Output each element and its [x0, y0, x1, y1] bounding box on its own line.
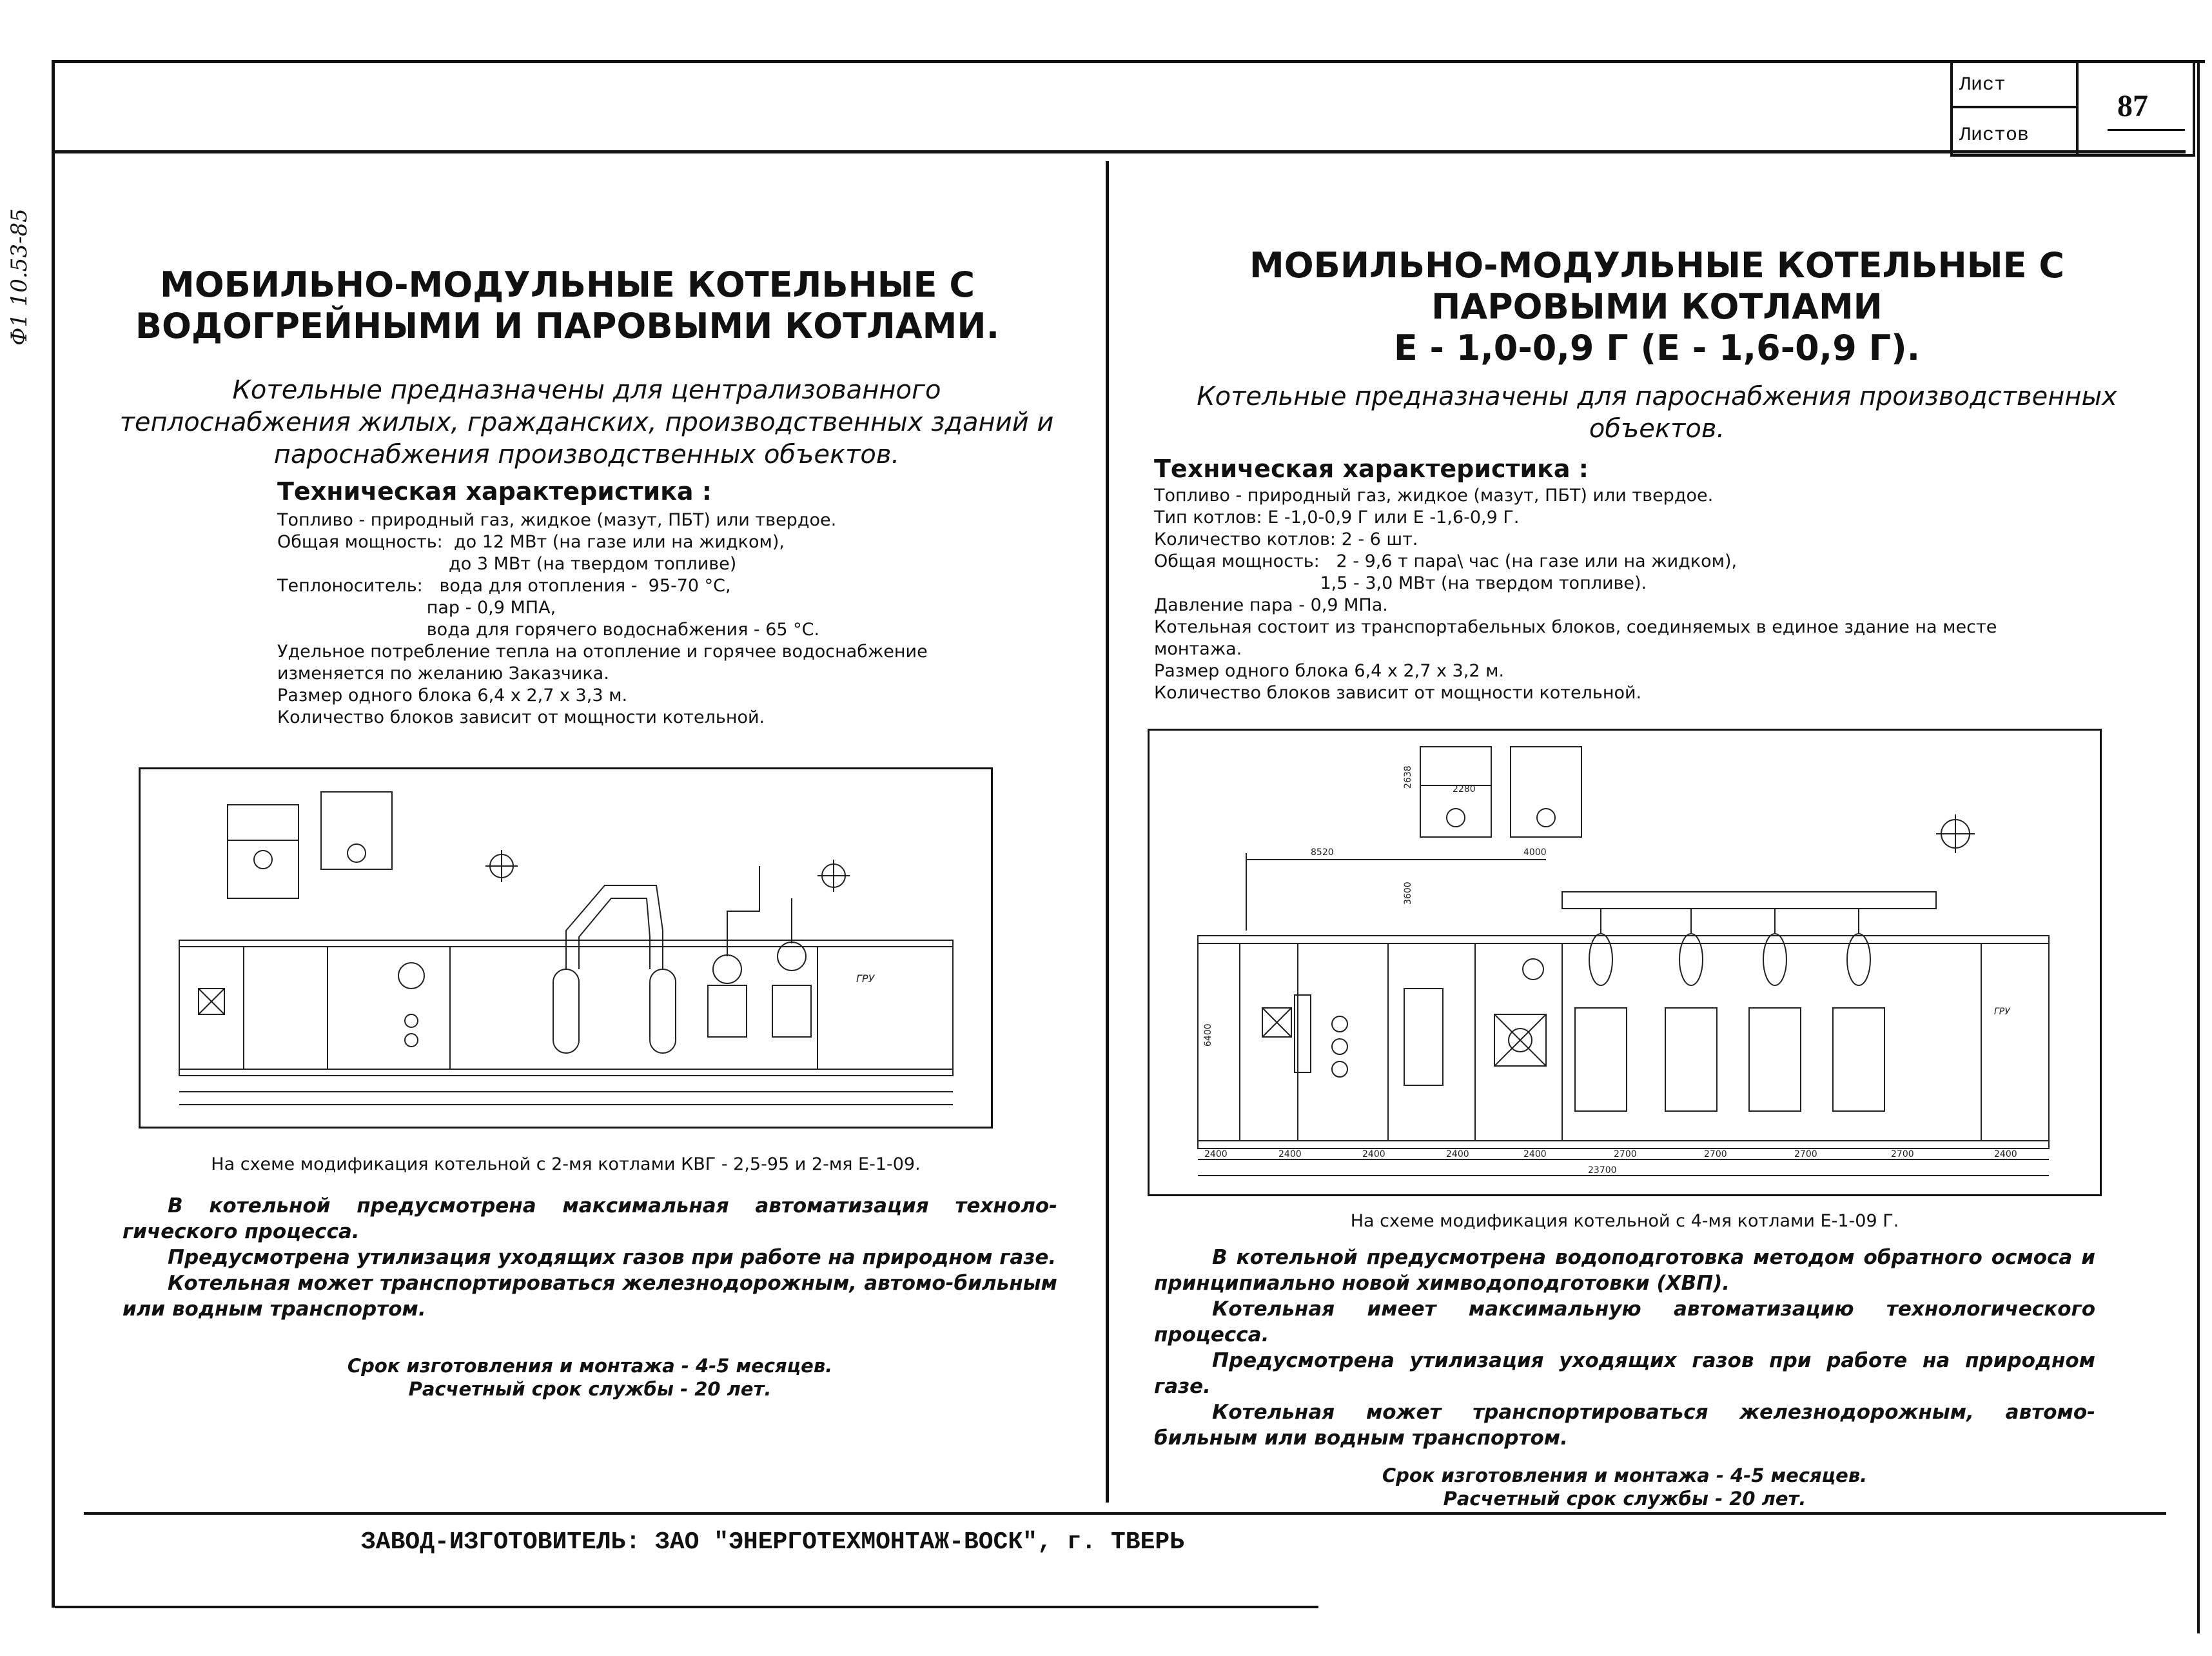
right-tech-line: Давление пара - 0,9 МПа.: [1154, 595, 1388, 615]
right-term: Срок изготовления и монтажа - 4-5 месяцев.: [1382, 1464, 1868, 1486]
right-terms: [1154, 1464, 2095, 1510]
left-notes: [122, 1193, 1057, 1322]
tank: [1511, 747, 1581, 837]
left-title-line1: МОБИЛЬНО-МОДУЛЬНЫЕ КОТЕЛЬНЫЕ С: [160, 264, 975, 305]
left-note: Предусмотрена утилизация уходящих газов при работе на природном газе.: [168, 1246, 1057, 1269]
dim-label: 2400: [1278, 1149, 1302, 1159]
dim-label: 2700: [1704, 1149, 1727, 1159]
left-purpose-line2: теплоснабжения жилых, гражданских, производственных зданий и: [119, 408, 1054, 437]
left-tech-line: Общая мощность: до 12 МВт (на газе или на жидком),: [277, 532, 785, 552]
tank-symbol: [347, 844, 366, 862]
dim-label: 2400: [1362, 1149, 1385, 1159]
dim-label: 2700: [1794, 1149, 1817, 1159]
manufacturer-footer: ЗАВОД-ИЗГОТОВИТЕЛЬ: ЗАО "ЭНЕРГОТЕХМОНТАЖ-ВОСК", г. ТВЕРЬ: [361, 1528, 1185, 1556]
dim-label: 2400: [1204, 1149, 1228, 1159]
dim-label: 2400: [1994, 1149, 2017, 1159]
dim-label: 2700: [1614, 1149, 1637, 1159]
building-outline: [1198, 936, 2049, 1148]
boiler: [772, 985, 811, 1037]
left-purpose-line3: пароснабжения производственных объектов.: [273, 440, 900, 469]
right-scheme-drawing: [1150, 731, 2100, 1194]
right-title: [1135, 245, 2179, 369]
left-tech-line: до 3 МВт (на твердом топливе): [277, 554, 737, 574]
left-term: Срок изготовления и монтажа - 4-5 месяцев.: [347, 1355, 833, 1377]
tank: [228, 805, 299, 898]
left-purpose: [84, 374, 1090, 471]
left-life: Расчетный срок службы - 20 лет.: [408, 1378, 772, 1400]
right-scheme-caption: На схеме модификация котельной с 4-мя котлами Е-1-09 Г.: [1350, 1211, 1899, 1231]
right-border: [2197, 60, 2200, 1633]
dim-label: 2280: [1453, 784, 1476, 794]
sheets-label: Листов: [1959, 124, 2030, 146]
boiler: [1833, 1008, 1884, 1111]
boiler: [708, 985, 747, 1037]
left-purpose-line1: Котельные предназначены для централизованного: [232, 375, 941, 405]
right-tech-list: [1154, 485, 1997, 704]
sheet-number: 87: [2117, 89, 2148, 123]
dim-label: 2400: [1446, 1149, 1469, 1159]
left-tech-line: Удельное потребление тепла на отопление и горячее водоснабжение: [277, 642, 928, 662]
left-tech-line: Теплоноситель: вода для отопления - 95-70 °С,: [277, 576, 731, 596]
left-note: В котельной предусмотрена максимальная автоматизация техноло-гического процесса.: [122, 1194, 1057, 1243]
dim-label: 2400: [1523, 1149, 1547, 1159]
bottom-rule: [55, 1606, 1318, 1608]
left-tech-line: Топливо - природный газ, жидкое (мазут, ПБТ) или твердое.: [277, 510, 837, 530]
left-tech-line: вода для горячего водоснабжения - 65 °С.: [277, 620, 820, 640]
left-scheme-caption: На схеме модификация котельной с 2-мя котлами КВГ - 2,5-95 и 2-мя Е-1-09.: [211, 1154, 921, 1174]
left-tech-line: пар - 0,9 МПА,: [277, 598, 556, 618]
right-tech-line: Топливо - природный газ, жидкое (мазут, ПБТ) или твердое.: [1154, 486, 1714, 506]
sheet-label: Лист: [1959, 74, 2006, 96]
dim-label: 3600: [1403, 882, 1413, 905]
sheet-stamp: [1950, 60, 2195, 157]
tank: [321, 792, 392, 869]
left-tech-list: [277, 509, 928, 729]
dim-label: 8520: [1311, 847, 1334, 858]
right-tech-line: Количество блоков зависит от мощности котельной.: [1154, 683, 1642, 703]
right-tech-heading: Техническая характеристика :: [1154, 455, 1589, 483]
right-tech-line: Котельная состоит из транспортабельных блоков, соединяемых в единое здание на месте: [1154, 617, 1997, 637]
right-title-line2: ПАРОВЫМИ КОТЛАМИ: [1431, 286, 1883, 327]
column-divider: [1106, 161, 1109, 1503]
left-tech-line: Размер одного блока 6,4 x 2,7 x 3,3 м.: [277, 685, 628, 705]
left-scheme-drawing: [141, 769, 991, 1127]
filter: [1404, 989, 1443, 1085]
right-purpose: [1135, 380, 2179, 445]
dim-label: 2638: [1403, 765, 1413, 789]
right-title-line3: Е - 1,0-0,9 Г (Е - 1,6-0,9 Г).: [1393, 328, 1921, 368]
right-scheme-label: ГРУ: [1994, 1007, 2010, 1017]
right-tech-line: монтажа.: [1154, 639, 1242, 659]
boiler: [553, 969, 579, 1053]
boiler: [1575, 1008, 1627, 1111]
right-life: Расчетный срок службы - 20 лет.: [1443, 1488, 1806, 1510]
right-note: Котельная имеет максимальную автоматизацию технологического процесса.: [1154, 1297, 2095, 1346]
right-tech-line: Тип котлов: Е -1,0-0,9 Г или Е -1,6-0,9 Г.: [1154, 508, 1520, 527]
boiler: [1749, 1008, 1801, 1111]
left-title-line2: ВОДОГРЕЙНЫМИ И ПАРОВЫМИ КОТЛАМИ.: [135, 306, 1000, 346]
dim-label: 2700: [1891, 1149, 1914, 1159]
right-notes: [1154, 1245, 2095, 1451]
document-code: Ф1 10.53-85: [6, 208, 32, 346]
right-title-line1: МОБИЛЬНО-МОДУЛЬНЫЕ КОТЕЛЬНЫЕ С: [1249, 245, 2064, 286]
right-tech-line: Количество котлов: 2 - 6 шт.: [1154, 529, 1418, 549]
right-note: Предусмотрена утилизация уходящих газов при работе на природном газе.: [1154, 1349, 2095, 1398]
left-terms: [122, 1354, 1057, 1401]
right-purpose-line2: объектов.: [1589, 414, 1725, 444]
right-tech-line: Общая мощность: 2 - 9,6 т пара\ час (на газе или на жидком),: [1154, 551, 1737, 571]
left-tech-heading: Техническая характеристика :: [277, 477, 712, 506]
tank-symbol: [254, 851, 272, 869]
left-boiler-scheme: [139, 767, 993, 1129]
left-scheme-label: ГРУ: [856, 972, 875, 985]
boiler: [1665, 1008, 1717, 1111]
dim-label: 6400: [1203, 1023, 1213, 1047]
dim-label: 4000: [1523, 847, 1547, 858]
right-note: Котельная может транспортироваться железнодорожным, автомо-бильным или водным транспортом.: [1154, 1401, 2095, 1450]
left-note: Котельная может транспортироваться железнодорожным, автомо-бильным или водным транспортом.: [122, 1272, 1057, 1321]
left-tech-line: Количество блоков зависит от мощности котельной.: [277, 707, 765, 727]
steam-header: [1562, 892, 1936, 909]
left-title: [84, 264, 1051, 347]
footer-rule: [84, 1512, 2166, 1515]
right-tech-line: 1,5 - 3,0 МВт (на твердом топливе).: [1154, 573, 1647, 593]
dim-total: 23700: [1588, 1165, 1617, 1176]
right-note: В котельной предусмотрена водоподготовка методом обратного осмоса и принципиально новой химводоподготовки (ХВП).: [1154, 1246, 2095, 1295]
right-boiler-scheme: [1148, 729, 2102, 1196]
right-tech-line: Размер одного блока 6,4 x 2,7 x 3,2 м.: [1154, 661, 1505, 681]
header-rule: [52, 150, 2186, 153]
boiler: [650, 969, 676, 1053]
right-purpose-line1: Котельные предназначены для пароснабжения производственных: [1197, 382, 2117, 411]
left-tech-line: изменяется по желанию Заказчика.: [277, 664, 609, 684]
